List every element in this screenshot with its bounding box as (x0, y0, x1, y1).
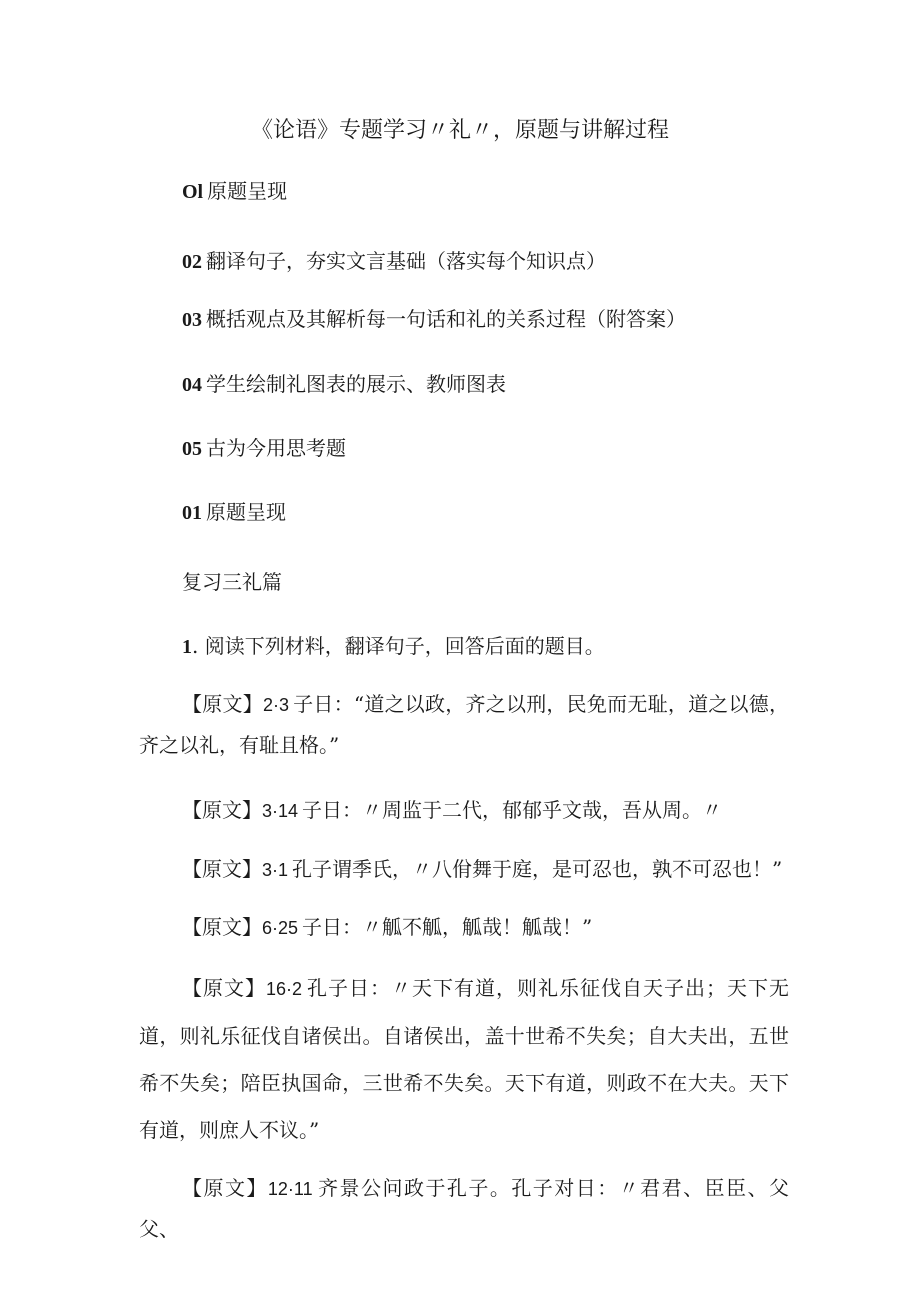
passage-tag: 【原文】 (182, 692, 263, 716)
passage-ref: 3·14 (262, 801, 299, 821)
passage-3-1 (139, 849, 789, 890)
toc-item-number: 05 (182, 438, 202, 460)
toc-item-text: 古为今用思考题 (206, 436, 346, 460)
passage-text: 子日：〃觚不觚，觚哉！觚哉！” (302, 915, 593, 939)
passage-12-11 (139, 1168, 789, 1249)
toc-item-04 (182, 369, 506, 400)
toc-item-text: 概括观点及其解析每一句话和礼的关系过程（附答案） (206, 307, 686, 331)
passage-text: 子日：“道之以政，齐之以刑，民免而无耻，道之以德，齐之以礼，有耻且格。” (139, 692, 789, 757)
subheading: 复习三礼篇 (182, 570, 282, 594)
toc-item-number: 03 (182, 309, 202, 331)
passage-text: 子日：〃周监于二代，郁郁乎文哉，吾从周。〃 (302, 798, 723, 822)
question-number: 1 (182, 636, 192, 658)
toc-item-03 (182, 304, 686, 335)
section-heading-text: 原题呈现 (206, 500, 286, 524)
passage-ref: 2·3 (262, 695, 289, 715)
passage-tag: 【原文】 (182, 1176, 268, 1200)
toc-item-text: 学生绘制礼图表的展示、教师图表 (206, 372, 506, 396)
document-title: 《论语》专题学习〃礼〃，原题与讲解过程 (250, 118, 669, 143)
passage-text: 孔子谓季氏，〃八佾舞于庭，是可忍也，孰不可忍也！” (292, 857, 783, 881)
toc-item-number: 04 (182, 374, 202, 396)
passage-ref: 6·25 (262, 918, 299, 938)
passage-text: 孔子日：〃天下有道，则礼乐征伐自天子出；天下无道，则礼乐征伐自诸侯出。自诸侯出，盖十世希不失矣；自大夫出，五世希不失矣；陪臣执国命，三世希不失矣。天下有道，则政不在大夫。天下有道，则庶人不议。” (139, 976, 790, 1142)
toc-item-text: 原题呈现 (207, 179, 288, 203)
passage-ref: 12·11 (267, 1179, 313, 1199)
passage-tag: 【原文】 (182, 915, 262, 939)
toc-item-01 (182, 176, 287, 207)
passage-16-2 (139, 965, 789, 1154)
section-number: 01 (182, 502, 202, 524)
section-heading (182, 497, 286, 528)
question-text: . 阅读下列材料，翻译句子，回答后面的题目。 (192, 634, 605, 658)
passage-6-25 (139, 907, 789, 948)
toc-item-number: 02 (182, 251, 202, 273)
passage-ref: 16·2 (266, 979, 303, 999)
toc-item-05 (182, 433, 346, 464)
toc-item-02 (182, 246, 606, 277)
toc-item-number: Ol (182, 181, 204, 203)
passage-text: 齐景公问政于孔子。孔子对日：〃君君、臣臣、父父、 (139, 1176, 790, 1241)
toc-item-text: 翻译句子，夯实文言基础（落实每个知识点） (206, 249, 606, 273)
passage-2-3 (139, 684, 789, 765)
question-prompt (182, 631, 605, 662)
passage-ref: 3·1 (262, 860, 289, 880)
passage-tag: 【原文】 (182, 976, 266, 1000)
passage-tag: 【原文】 (182, 857, 262, 881)
passage-3-14 (139, 790, 789, 831)
passage-tag: 【原文】 (182, 798, 262, 822)
